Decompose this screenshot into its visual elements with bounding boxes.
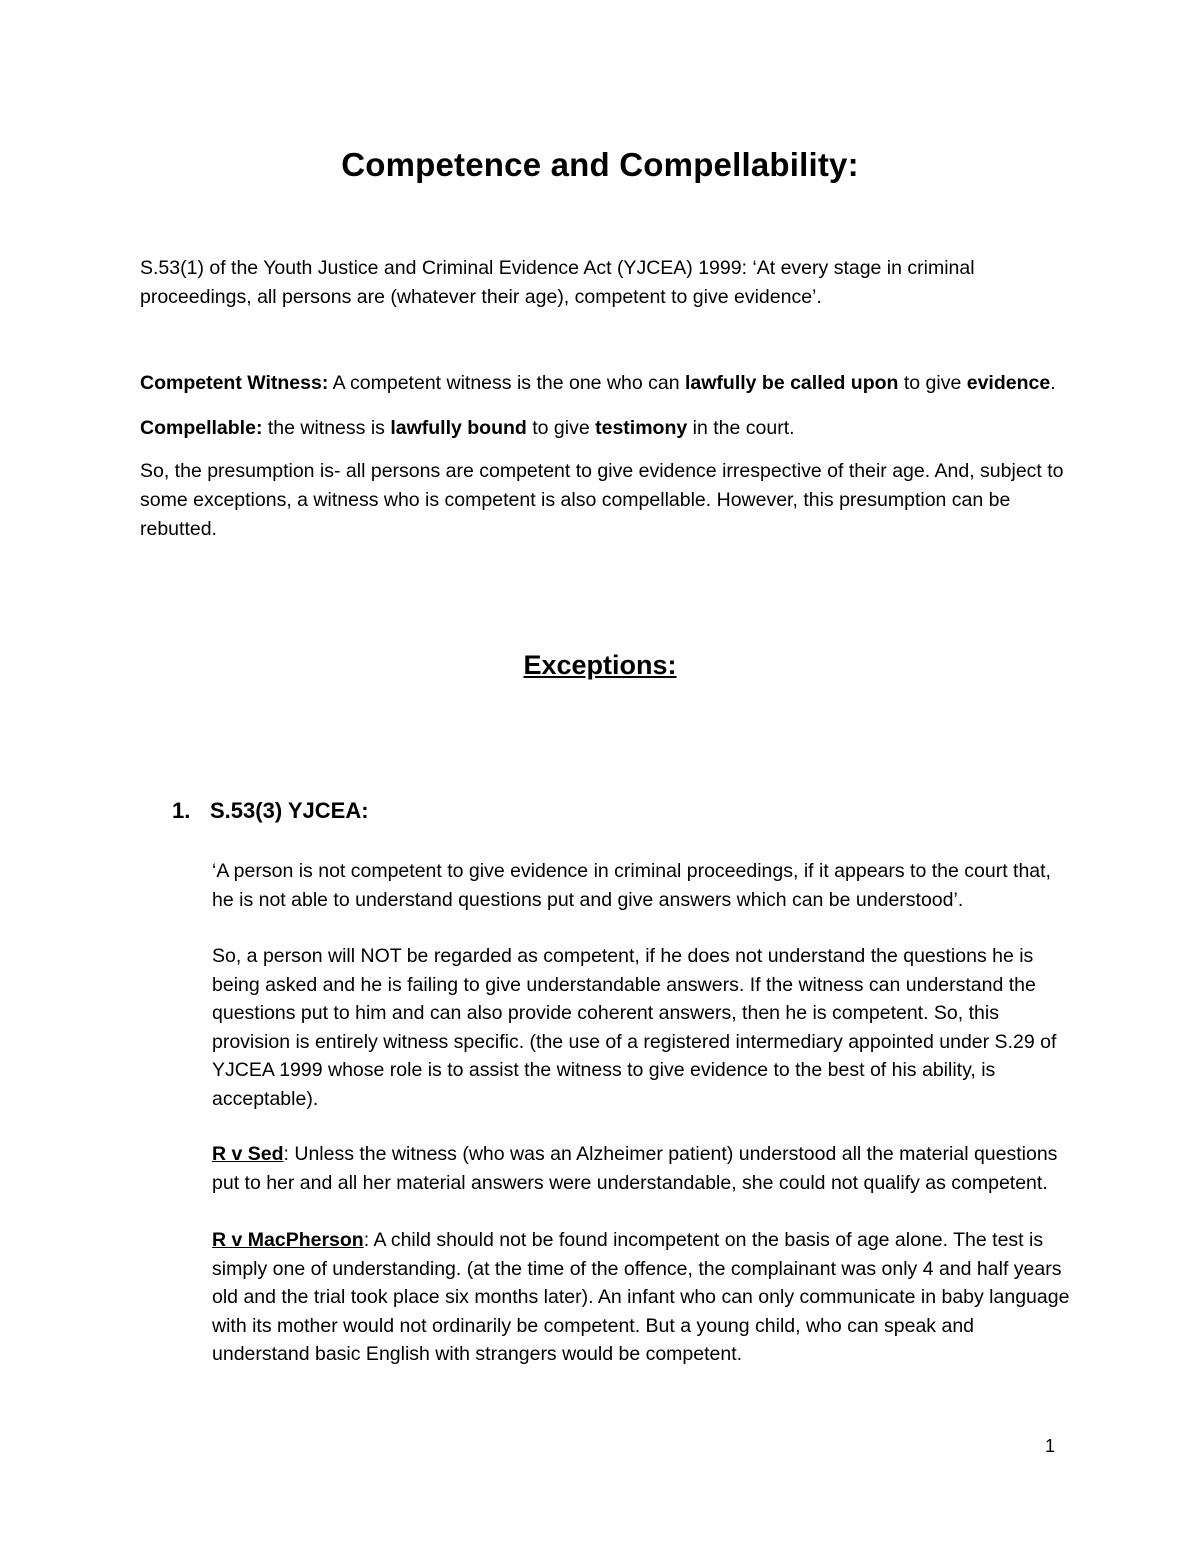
exceptions-heading: Exceptions:	[523, 650, 677, 680]
case-name: R v Sed	[212, 1143, 284, 1165]
case-text: : Unless the witness (who was an Alzheimer patient) understood all the material questions put to her and all her material answers were understandable, she could not qualify as competent.	[212, 1143, 1058, 1194]
definition-text: to give	[526, 417, 596, 439]
case-name: R v MacPherson	[212, 1229, 364, 1251]
exception-1-quote: ‘A person is not competent to give evidence in criminal proceedings, if it appears to the court that, he is not able to understand questions put and give answers which can be understood’.	[212, 860, 1051, 911]
definition-text: to give	[898, 372, 967, 394]
exception-1-title: S.53(3) YJCEA:	[210, 798, 369, 823]
definition-compellable	[140, 414, 1070, 443]
definition-text: in the court.	[687, 417, 795, 439]
definition-emphasis: evidence	[966, 372, 1051, 394]
list-number: 1.	[172, 798, 191, 823]
case-r-v-sed	[212, 1140, 1072, 1197]
definition-text: .	[1050, 372, 1056, 394]
presumption-paragraph: So, the presumption is- all persons are competent to give evidence irrespective of their age. And, subject to some exceptions, a witness who is competent is also compellable. However, this presumption can be rebutted.	[140, 460, 1064, 540]
exception-1-explanation: So, a person will NOT be regarded as competent, if he does not understand the questions he is being asked and he is failing to give understandable answers. If the witness can understand the questions put to him and can also provide coherent answers, then he is competent. So, this provision is entirely witness specific. (the use of a registered intermediary appointed under S.29 of YJCEA 1999 whose role is to assist the witness to give evidence to the best of his ability, is acceptable).	[212, 945, 1057, 1110]
definition-emphasis: lawfully bound	[390, 417, 527, 439]
definition-text: the witness is	[262, 417, 391, 439]
definition-emphasis: testimony	[595, 417, 688, 439]
case-text: : A child should not be found incompetent on the basis of age alone. The test is simply one of understanding. (at the time of the offence, the complainant was only 4 and half years old and the trial took place six months later). An infant who can only communicate in baby language with its mother would not ordinarily be competent. But a young child, who can speak and understand basic English with strangers would be competent.	[212, 1229, 1070, 1365]
definition-competent-witness	[140, 369, 1070, 398]
term-compellable: Compellable:	[140, 417, 263, 439]
case-r-v-macpherson	[212, 1226, 1072, 1369]
definition-emphasis: lawfully be called upon	[684, 372, 899, 394]
term-competent-witness: Competent Witness:	[140, 372, 329, 394]
page-title: Competence and Compellability:	[341, 146, 859, 183]
page-number: 1	[1045, 1436, 1056, 1456]
definition-text: A competent witness is the one who can	[328, 372, 685, 394]
exception-1-heading	[172, 798, 369, 824]
intro-paragraph: S.53(1) of the Youth Justice and Criminal Evidence Act (YJCEA) 1999: ‘At every stage in criminal proceedings, all persons are (whatever their age), competent to give evidence’.	[140, 257, 975, 308]
